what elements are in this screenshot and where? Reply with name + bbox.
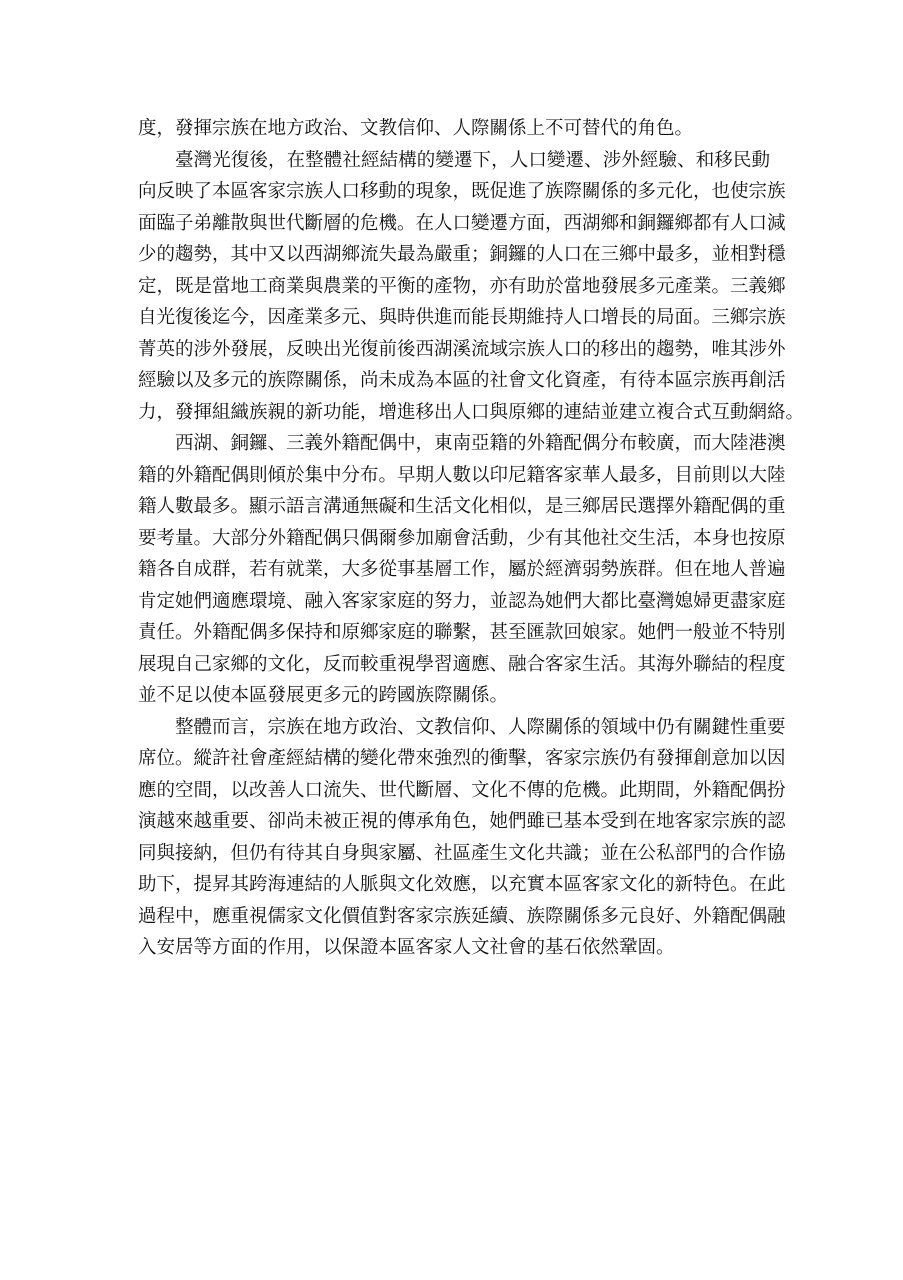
text-line: 助下，提昇其跨海連結的人脈與文化效應，以充實本區客家文化的新特色。在此 bbox=[138, 874, 786, 895]
text-line: 少的趨勢，其中又以西湖鄉流失最為嚴重；銅鑼的人口在三鄉中最多，並相對穩 bbox=[138, 244, 786, 265]
text-line: 同與接納，但仍有待其自身與家屬、社區產生文化共識；並在公私部門的合作協 bbox=[138, 842, 786, 864]
text-line: 展現自己家鄉的文化，反而較重視學習適應、融合客家生活。其海外聯結的程度 bbox=[138, 653, 786, 675]
text-line: 過程中，應重視儒家文化價值對客家宗族延續、族際關係多元良好、外籍配偶融 bbox=[138, 905, 786, 927]
text-line: 責任。外籍配偶多保持和原鄉家庭的聯繫，甚至匯款回娘家。她們一般並不特別 bbox=[138, 622, 786, 643]
text-line: 經驗以及多元的族際關係，尚未成為本區的社會文化資產，有待本區宗族再創活 bbox=[138, 370, 786, 391]
text-line: 自光復後迄今，因產業多元、與時供進而能長期維持人口增長的局面。三鄉宗族 bbox=[138, 307, 786, 328]
text-line: 並不足以使本區發展更多元的跨國族際關係。 bbox=[138, 685, 509, 706]
text-line: 籍人數最多。顯示語言溝通無礙和生活文化相似，是三鄉居民選擇外籍配偶的重 bbox=[138, 496, 786, 517]
text-line: 菁英的涉外發展，反映出光復前後西湖溪流域宗族人口的移出的趨勢，唯其涉外 bbox=[138, 338, 786, 360]
text-line: 席位。縱許社會產經結構的變化帶來強烈的衝擊，客家宗族仍有發揮創意加以因 bbox=[138, 748, 786, 769]
text-line: 向反映了本區客家宗族人口移動的現象，既促進了族際關係的多元化，也使宗族 bbox=[138, 181, 786, 202]
text-line: 肯定她們適應環境、融入客家家庭的努力，並認為她們大都比臺灣媳婦更盡家庭 bbox=[138, 590, 786, 612]
text-line: 入安居等方面的作用，以保證本區客家人文社會的基石依然鞏固。 bbox=[138, 937, 675, 958]
paragraph-conclusion bbox=[138, 712, 786, 964]
text-line: 籍的外籍配偶則傾於集中分布。早期人數以印尼籍客家華人最多，目前則以大陸 bbox=[138, 464, 786, 486]
text-line: 力，發揮組織族親的新功能，增進移出人口與原鄉的連結並建立複合式互動網絡。 bbox=[138, 401, 805, 423]
text-line: 面臨子弟離散與世代斷層的危機。在人口變遷方面，西湖鄉和銅鑼鄉都有人口減 bbox=[138, 212, 786, 234]
text-line: 臺灣光復後，在整體社經結構的變遷下，人口變遷、涉外經驗、和移民動 bbox=[175, 149, 770, 171]
text-line: 應的空間，以改善人口流失、世代斷層、文化不傳的危機。此期間，外籍配偶扮 bbox=[138, 779, 786, 801]
paragraph-continuation bbox=[138, 113, 770, 145]
text-line: 度，發揮宗族在地方政治、文教信仰、人際關係上不可替代的角色。 bbox=[138, 118, 694, 139]
body-text bbox=[138, 113, 805, 964]
text-line: 要考量。大部分外籍配偶只偶爾參加廟會活動，少有其他社交生活，本身也按原 bbox=[138, 527, 786, 549]
text-line: 定，既是當地工商業與農業的平衡的產物，亦有助於當地發展多元產業。三義鄉 bbox=[138, 275, 786, 297]
text-line: 籍各自成群，若有就業，大多從事基層工作，屬於經濟弱勢族群。但在地人普遍 bbox=[138, 559, 786, 580]
paragraph-foreign-spouses bbox=[138, 428, 786, 712]
text-line: 西湖、銅鑼、三義外籍配偶中，東南亞籍的外籍配偶分布較廣，而大陸港澳 bbox=[175, 433, 786, 454]
paragraph-post-retrocession bbox=[138, 145, 805, 429]
text-line: 演越來越重要、卻尚未被正視的傳承角色，她們雖已基本受到在地客家宗族的認 bbox=[138, 811, 786, 832]
text-line: 整體而言，宗族在地方政治、文教信仰、人際關係的領域中仍有關鍵性重要 bbox=[175, 716, 786, 738]
